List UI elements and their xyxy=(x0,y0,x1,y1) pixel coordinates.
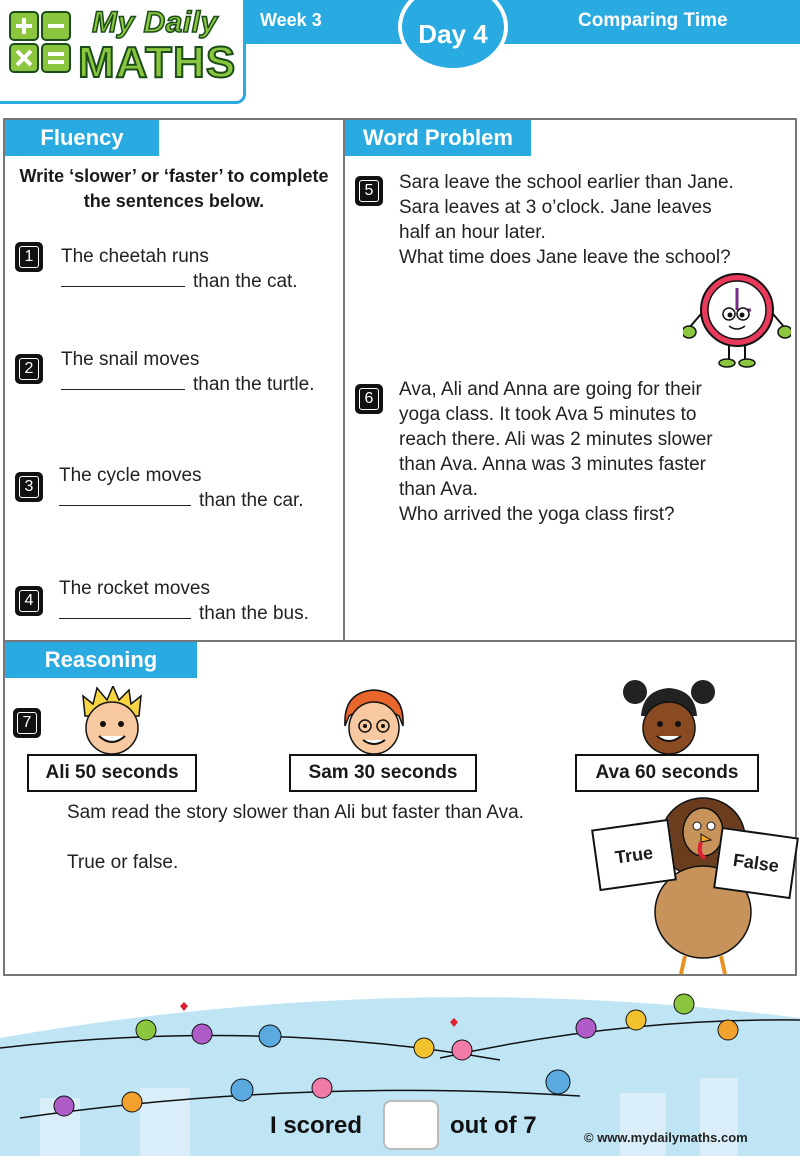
girl-pigtails-face-icon xyxy=(621,676,717,758)
girl-glasses-face-icon xyxy=(339,686,409,758)
question-5 xyxy=(399,170,795,270)
page-header xyxy=(0,0,800,108)
question-1-text: The cheetah runs xyxy=(61,246,209,267)
question-6-line: than Ava. Anna was 3 minutes faster xyxy=(399,454,707,475)
answer-blank-3[interactable] xyxy=(59,488,191,506)
logo xyxy=(0,0,246,104)
name-box-ali: Ali 50 seconds xyxy=(27,754,197,792)
question-1 xyxy=(61,244,298,294)
word-problem-title: Word Problem xyxy=(345,120,531,156)
name-box-sam: Sam 30 seconds xyxy=(289,754,477,792)
day-badge xyxy=(398,0,508,72)
answer-blank-2[interactable] xyxy=(61,372,185,390)
question-number-badge: 5 xyxy=(355,176,383,206)
clock-character-icon xyxy=(683,270,791,370)
question-6-line: Who arrived the yoga class first? xyxy=(399,504,675,525)
question-number-badge: 7 xyxy=(13,708,41,738)
math-symbols-icon xyxy=(8,10,74,76)
question-2-text: The snail moves xyxy=(61,349,200,370)
day-label: Day 4 xyxy=(418,18,488,49)
logo-text-top: My Daily xyxy=(92,6,218,39)
question-6-line: reach there. Ali was 2 minutes slower xyxy=(399,429,713,450)
question-3-ending: than the car. xyxy=(199,490,304,511)
score-label-left: I scored xyxy=(270,1112,363,1139)
question-2 xyxy=(61,347,314,397)
question-6 xyxy=(399,377,795,527)
reasoning-question: True or false. xyxy=(67,852,179,873)
question-5-line: half an hour later. xyxy=(399,222,546,243)
logo-text-bottom: MATHS xyxy=(78,38,237,87)
question-5-line: Sara leaves at 3 o’clock. Jane leaves xyxy=(399,197,712,218)
question-3-text: The cycle moves xyxy=(59,465,202,486)
answer-blank-1[interactable] xyxy=(61,269,185,287)
fluency-title: Fluency xyxy=(5,120,159,156)
score-input-box[interactable] xyxy=(383,1100,439,1150)
question-5-line: What time does Jane leave the school? xyxy=(399,247,731,268)
question-6-line: yoga class. It took Ava 5 minutes to xyxy=(399,404,697,425)
true-card: True xyxy=(591,819,677,891)
question-5-line: Sara leave the school earlier than Jane. xyxy=(399,172,734,193)
reasoning-statement: Sam read the story slower than Ali but faster than Ava. xyxy=(67,802,524,823)
question-4-ending: than the bus. xyxy=(199,603,309,624)
copyright-text: © www.mydailymaths.com xyxy=(584,1130,748,1145)
question-number-badge: 6 xyxy=(355,384,383,414)
boy-face-icon xyxy=(77,686,147,758)
score-label-right: out of 7 xyxy=(450,1112,537,1139)
question-number-badge: 3 xyxy=(15,472,43,502)
week-label: Week 3 xyxy=(260,10,322,30)
false-card: False xyxy=(713,827,799,899)
question-2-ending: than the turtle. xyxy=(193,374,315,395)
fluency-panel xyxy=(3,118,345,642)
question-4-text: The rocket moves xyxy=(59,578,210,599)
question-number-badge: 2 xyxy=(15,354,43,384)
question-number-badge: 1 xyxy=(15,242,43,272)
word-problem-panel xyxy=(343,118,797,642)
reasoning-title: Reasoning xyxy=(5,642,197,678)
reasoning-panel xyxy=(3,640,797,976)
answer-blank-4[interactable] xyxy=(59,601,191,619)
fluency-instruction: Write ‘slower’ or ‘faster’ to complete the sentences below. xyxy=(19,166,329,211)
question-6-line: Ava, Ali and Anna are going for their xyxy=(399,379,702,400)
topic-title: Comparing Time xyxy=(578,10,728,31)
question-1-ending: than the cat. xyxy=(193,271,298,292)
question-6-line: than Ava. xyxy=(399,479,478,500)
question-number-badge: 4 xyxy=(15,586,43,616)
question-4 xyxy=(59,576,309,626)
question-3 xyxy=(59,463,304,513)
name-box-ava: Ava 60 seconds xyxy=(575,754,759,792)
